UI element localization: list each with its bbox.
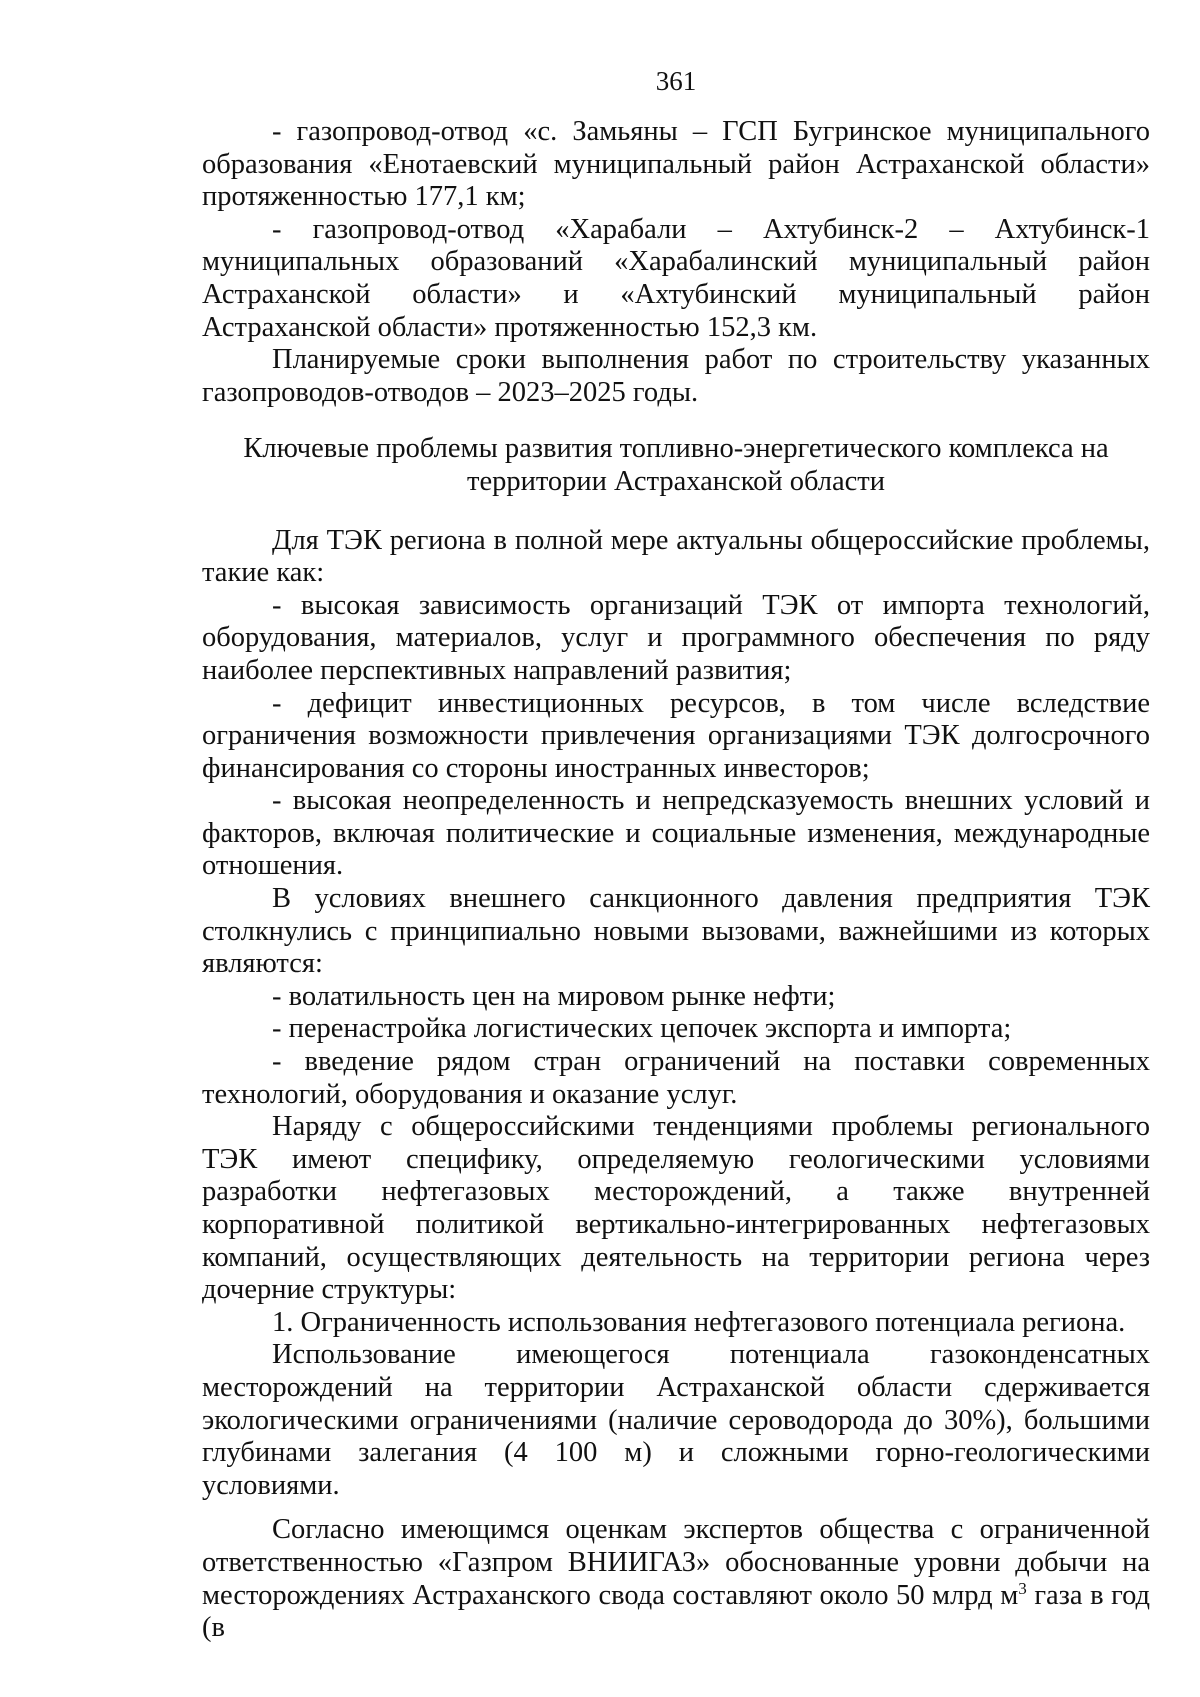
section-heading: Ключевые проблемы развития топливно-энергетического комплекса на территории Астраханской области	[243, 433, 1109, 497]
paragraph: В условиях внешнего санкционного давления предприятия ТЭК столкнулись с принципиально новыми вызовами, важнейшими из которых являются:	[202, 883, 1150, 980]
paragraph: Планируемые сроки выполнения работ по строительству указанных газопроводов-отводов – 2023–2025 годы.	[202, 344, 1150, 408]
paragraph: Наряду с общероссийскими тенденциями проблемы регионального ТЭК имеют специфику, определяемую геологическими условиями разработки нефтегазовых месторождений, а также внутренней корпоративной политикой вертикально-интегрированных нефтегазовых компаний, осуществляющих деятельность на территории региона через дочерние структуры:	[202, 1111, 1150, 1306]
paragraph: Согласно имеющимся оценкам экспертов общества с ограниченной ответственностью «Газпром ВНИИГАЗ» обоснованные уровни добычи на месторождениях Астраханского свода составляют около 50 млрд $м^3$ газа в год (в	[202, 1514, 1150, 1644]
paragraph: - высокая зависимость организаций ТЭК от импорта технологий, оборудования, материалов, услуг и программного обеспечения по ряду наиболее перспективных направлений развития;	[202, 589, 1150, 686]
paragraph: Использование имеющегося потенциала газоконденсатных месторождений на территории Астраханской области сдерживается экологическими ограничениями (наличие сероводорода до 30%), большими глубинами залегания (4 100 м) и сложными горно-геологическими условиями.	[202, 1339, 1150, 1501]
paragraph: - газопровод-отвод «с. Замьяны – ГСП Бугринское муниципального образования «Енотаевский муниципальный район Астраханской области» протяженностью 177,1 км;	[202, 116, 1150, 213]
paragraph: 1. Ограниченность использования нефтегазового потенциала региона.	[272, 1306, 1126, 1338]
paragraph: - дефицит инвестиционных ресурсов, в том числе вследствие ограничения возможности привлечения организациями ТЭК долгосрочного финансирования со стороны иностранных инвесторов;	[202, 687, 1150, 784]
paragraph: - введение рядом стран ограничений на поставки современных технологий, оборудования и оказание услуг.	[202, 1046, 1150, 1110]
page-number: 361	[655, 66, 697, 96]
superscript: 3	[1018, 1578, 1027, 1598]
paragraph: - волатильность цен на мировом рынке нефти;	[272, 980, 836, 1012]
paragraph: - высокая неопределенность и непредсказуемость внешних условий и факторов, включая политические и социальные изменения, международные отношения.	[202, 785, 1150, 882]
paragraph: - газопровод-отвод «Харабали – Ахтубинск-2 – Ахтубинск-1 муниципальных образований «Харабалинский муниципальный район Астраханской области» и «Ахтубинский муниципальный район Астраханской области» протяженностью 152,3 км.	[202, 213, 1150, 343]
page-content	[202, 116, 1150, 1645]
paragraph: Для ТЭК региона в полной мере актуальны общероссийские проблемы, такие как:	[202, 524, 1150, 589]
paragraph-gap	[202, 1502, 1150, 1514]
paragraph: - перенастройка логистических цепочек экспорта и импорта;	[272, 1013, 1012, 1045]
